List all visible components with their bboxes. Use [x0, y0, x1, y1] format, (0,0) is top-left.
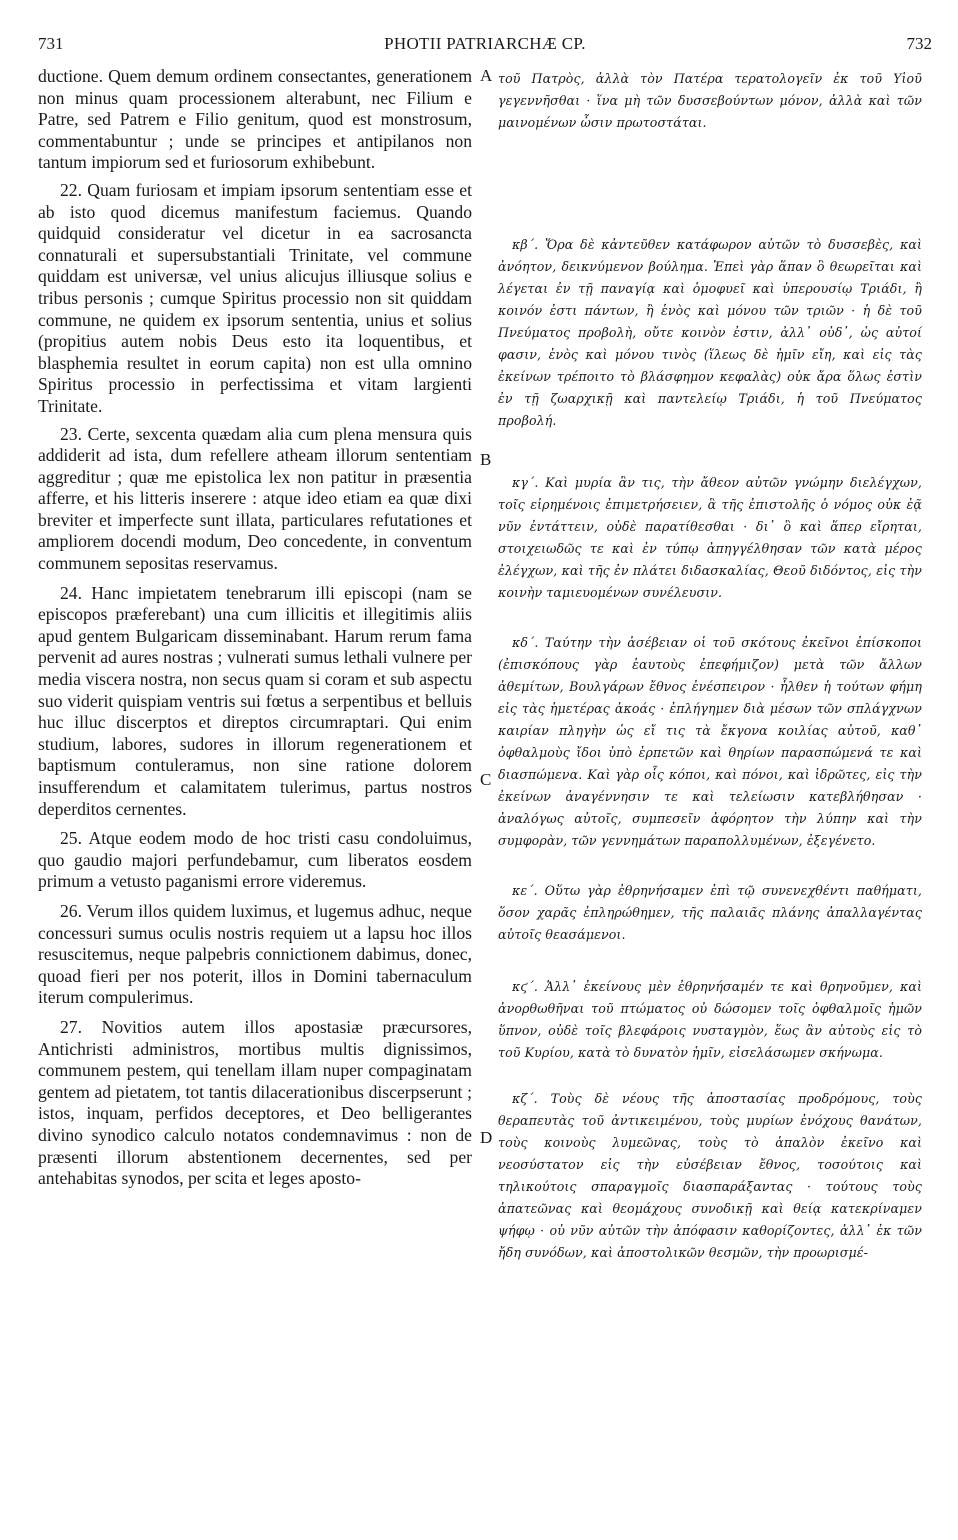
page-number-right: 732 [906, 34, 932, 53]
latin-paragraph: 25. Atque eodem modo de hoc tristi casu condoluimus, quo gaudio majori perfundebamur, cum liberatos eosdem primum a vetusto paganismi errore videremus. [38, 828, 472, 892]
greek-paragraph: κγ΄. Καὶ μυρία ἂν τις, τὴν ἄθεον αὐτῶν γνώμην διελέγχων, τοῖς εἰρημένοις ἐπιμετρήσειεν, ἃ τῆς ἐπιστολῆς ὁ νόμος οὐκ ἐᾷ νῦν ἐντάττειν, οὐδὲ παρατίθεσθαι · δι᾽ ὃ καὶ ἅπερ εἴρηται, στοιχειωδῶς τε καὶ ἐν τύπῳ ἀπηγγέλθησαν τῶν κατὰ μέρος ἐλέγχων, καὶ τῆς ἐν πλάτει διδασκαλίας, Θεοῦ διδόντος, εἰς τὴν κοινὴν ταμιευομένων συνέλευσιν. [498, 475, 922, 600]
latin-paragraph: 24. Hanc impietatem tenebrarum illi episcopi (nam se episcopos præferebant) una cum illicitis et illegitimis aliis apud gentem Bulgaricam disseminabant. Harum rerum fama pervenit ad aures nostras ; vulnerati sumus lethali vulnere per media viscera nostra, non secus quam si coram et sub aspectu suo viderit quispiam ventris sui fœtus a serpentibus et belluis huc illuc discerptos et direptos circumraptari. Qui enim studium, labores, sudores in illorum regenerationem et baptismum contuleramus, non sine ratione dolorem insufferendum et calamitatem tulerimus, partus nostros deperditos cernentes. [38, 582, 472, 819]
margin-letter-a: A [480, 66, 493, 85]
page-header [38, 32, 932, 58]
margin-letter-c: C [480, 770, 492, 789]
latin-paragraph: ductione. Quem demum ordinem consectantes, generationem non minus quam processionem alterabunt, nec Filium e Patre, sed Patrem e Filio genitum, quod est monstrosum, commentabuntur ; unde se principes et antipilanos non tantum impiorum sed et furiosorum exhibebunt. [38, 66, 472, 173]
latin-paragraph: 23. Certe, sexcenta quædam alia cum plena mensura quis addiderit ad ista, dum refellere atheam illorum sententiam aggreditur ; quæ me epistolica lex non patitur in præsentia afferre, et his litteris inserere : atque ideo etiam ea quæ dixi breviter et imperfecte sunt illata, particulares refutationes et ampliorem docendi modum, Deo concedente, in conventum communem sepositas reservamus. [38, 423, 472, 574]
greek-paragraph: κε΄. Οὕτω γὰρ ἐθρηνήσαμεν ἐπὶ τῷ συνενεχθέντι παθήματι, ὅσον χαρᾶς ἐπληρώθημεν, τῆς παλαιᾶς πλάνης ἀπαλλαγέντας αὐτοῖς θεασάμενοι. [498, 883, 922, 942]
latin-paragraph: 26. Verum illos quidem luximus, et lugemus adhuc, neque concessuri sumus oculis nostris requiem ut a lapsu hoc illos resuscitemus, neque palpebris connictionem dabimus, donec, quoad fieri per nos poterit, illos in Domini tabernaculum iterum compulerimus. [38, 900, 472, 1008]
greek-column [498, 68, 922, 1264]
greek-paragraph: κβ΄. Ὅρα δὲ κἀντεῦθεν κατάφωρον αὐτῶν τὸ δυσσεβὲς, καὶ ἀνόητον, δεικνύμενον βούλημα. Ἐπεὶ γὰρ ἅπαν ὃ θεωρεῖται καὶ λέγεται ἐν τῇ παναγίᾳ καὶ ὁμοφυεῖ καὶ ὑπερουσίῳ Τριάδι, ἢ κοινόν ἐστι πάντων, ἢ ἑνὸς καὶ μόνου τῶν τριῶν · ἡ δὲ τοῦ Πνεύματος προβολὴ, οὔτε κοινὸν ἐστιν, ἀλλ᾽ οὐδ᾽, ὡς αὐτοί φασιν, ἑνὸς καὶ μόνου τινὸς (ἵλεως δὲ ἡμῖν εἴη, καὶ εἰς τὰς ἐκείνων τρέποιτο τὸ βλάσφημον κεφαλὰς) οὐκ ἄρα ὅλως ἐστὶν ἐν τῇ ζωαρχικῇ καὶ παντελείῳ Τριάδι, ἡ τοῦ Πνεύματος προβολή. [498, 237, 922, 428]
running-title: PHOTII PATRIARCHÆ CP. [384, 34, 586, 53]
page-number-left: 731 [38, 34, 64, 53]
greek-paragraph: κϛ΄. Ἀλλ᾽ ἐκείνους μὲν ἐθρηνήσαμέν τε καὶ θρηνοῦμεν, καὶ ἀνορθωθῆναι τοῦ πτώματος οὐ δώσομεν τοῖς ὀφθαλμοῖς ἡμῶν ὕπνον, οὐδὲ τοῖς βλεφάροις νυσταγμὸν, ἕως ἂν αὐτοὺς εἰς τὸ τοῦ Κυρίου, κατὰ τὸ δυνατὸν ἡμῖν, εἰσελάσωμεν σκήνωμα. [498, 979, 922, 1060]
latin-column [38, 66, 472, 1190]
greek-paragraph: τοῦ Πατρὸς, ἀλλὰ τὸν Πατέρα τερατολογεῖν ἐκ τοῦ Υἱοῦ γεγεννῆσθαι · ἵνα μὴ τῶν δυσσεβούντων μόνον, ἀλλὰ καὶ τῶν μαινομένων ὦσιν πρωτοστάται. [498, 71, 922, 130]
margin-letter-d: D [480, 1128, 493, 1147]
greek-paragraph: κδ΄. Ταύτην τὴν ἀσέβειαν οἱ τοῦ σκότους ἐκεῖνοι ἐπίσκοποι (ἐπισκόπους γὰρ ἑαυτοὺς ἐπεφήμιζον) μετὰ τῶν ἄλλων ἀθεμίτων, Βουλγάρων ἔθνος ἐνέσπειρον · ἧλθεν ἡ τούτων φήμη εἰς τὰς ἡμετέρας ἀκοάς · ἐπλήγημεν διὰ μέσων τῶν σπλάγχνων καιρίαν πληγὴν ὡς εἴ τις τὰ ἔκγονα κοιλίας αὐτοῦ, καθ᾽ ὀφθαλμοὺς ἴδοι ὑπὸ ἑρπετῶν καὶ θηρίων παρασπώμενά τε καὶ διασπώμενα. Καὶ γὰρ οἷς κόποι, καὶ πόνοι, καὶ ἱδρῶτες, εἰς τὴν ἐκείνων ἀναγέννησιν τε καὶ τελείωσιν κατεβλήθησαν · ἀναλόγως αὐτοῖς, συμπεσεῖν ἀφόρητον τὴν λύπην καὶ τὴν συμφορὰν, τῶν γεννημάτων παραπολλυμένων, ἐξεγένετο. [498, 635, 922, 848]
margin-letter-b: B [480, 450, 492, 469]
greek-paragraph: κζ΄. Τοὺς δὲ νέους τῆς ἀποστασίας προδρόμους, τοὺς θεραπευτὰς τοῦ ἀντικειμένου, τοὺς μυρίων ἐνόχους θανάτων, τοὺς κοινοὺς λυμεῶνας, τοὺς τὸ ἁπαλὸν ἐκεῖνο καὶ νεοσύστατον εἰς τὴν εὐσέβειαν ἔθνος, τοσούτοις καὶ τηλικούτοις σπαραγμοῖς διασπαράξαντας · τούτους τοὺς ἀπατεῶνας καὶ θεομάχους συνοδικῇ καὶ θείᾳ κατεκρίναμεν ψήφῳ · οὐ νῦν αὐτῶν τὴν ἀπόφασιν καθορίζοντες, ἀλλ᾽ ἐκ τῶν ἤδη συνόδων, καὶ ἀποστολικῶν θεσμῶν, τὴν προωρισμέ- [498, 1091, 922, 1260]
latin-paragraph: 22. Quam furiosam et impiam ipsorum sententiam esse et ab isto quod dicemus manifestum faciemus. Quando quidquid consideratur vel dicetur in ea sacrosancta connaturali et supersubstantiali Trinitate, vel commune quiddam est universæ, vel unius alicujus illiusque solius e tribus personis ; cumque Spiritus processio non sit quiddam commune, ne quidem ex ipsorum sententia, unius et solius (propitius autem nobis Deus esto ita loquentibus, et blasphemia resultet in eorum capita) non est ulla omnino Spiritus processio in perfectissima et vitam largienti Trinitate. [38, 179, 472, 416]
latin-paragraph: 27. Novitios autem illos apostasiæ præcursores, Antichristi administros, mortibus multis dignissimos, communem pestem, qui tenellam illam nuper compaginatam gentem ad pietatem, tot tantis dilacerationibus discerpserunt ; istos, inquam, perfidos deceptores, et Deo belligerantes divino synodico calculo notatos condemnavimus : non de præsenti illorum abstentionem decernentes, sed per antehabitas synodos, per scita et leges aposto- [38, 1016, 472, 1189]
